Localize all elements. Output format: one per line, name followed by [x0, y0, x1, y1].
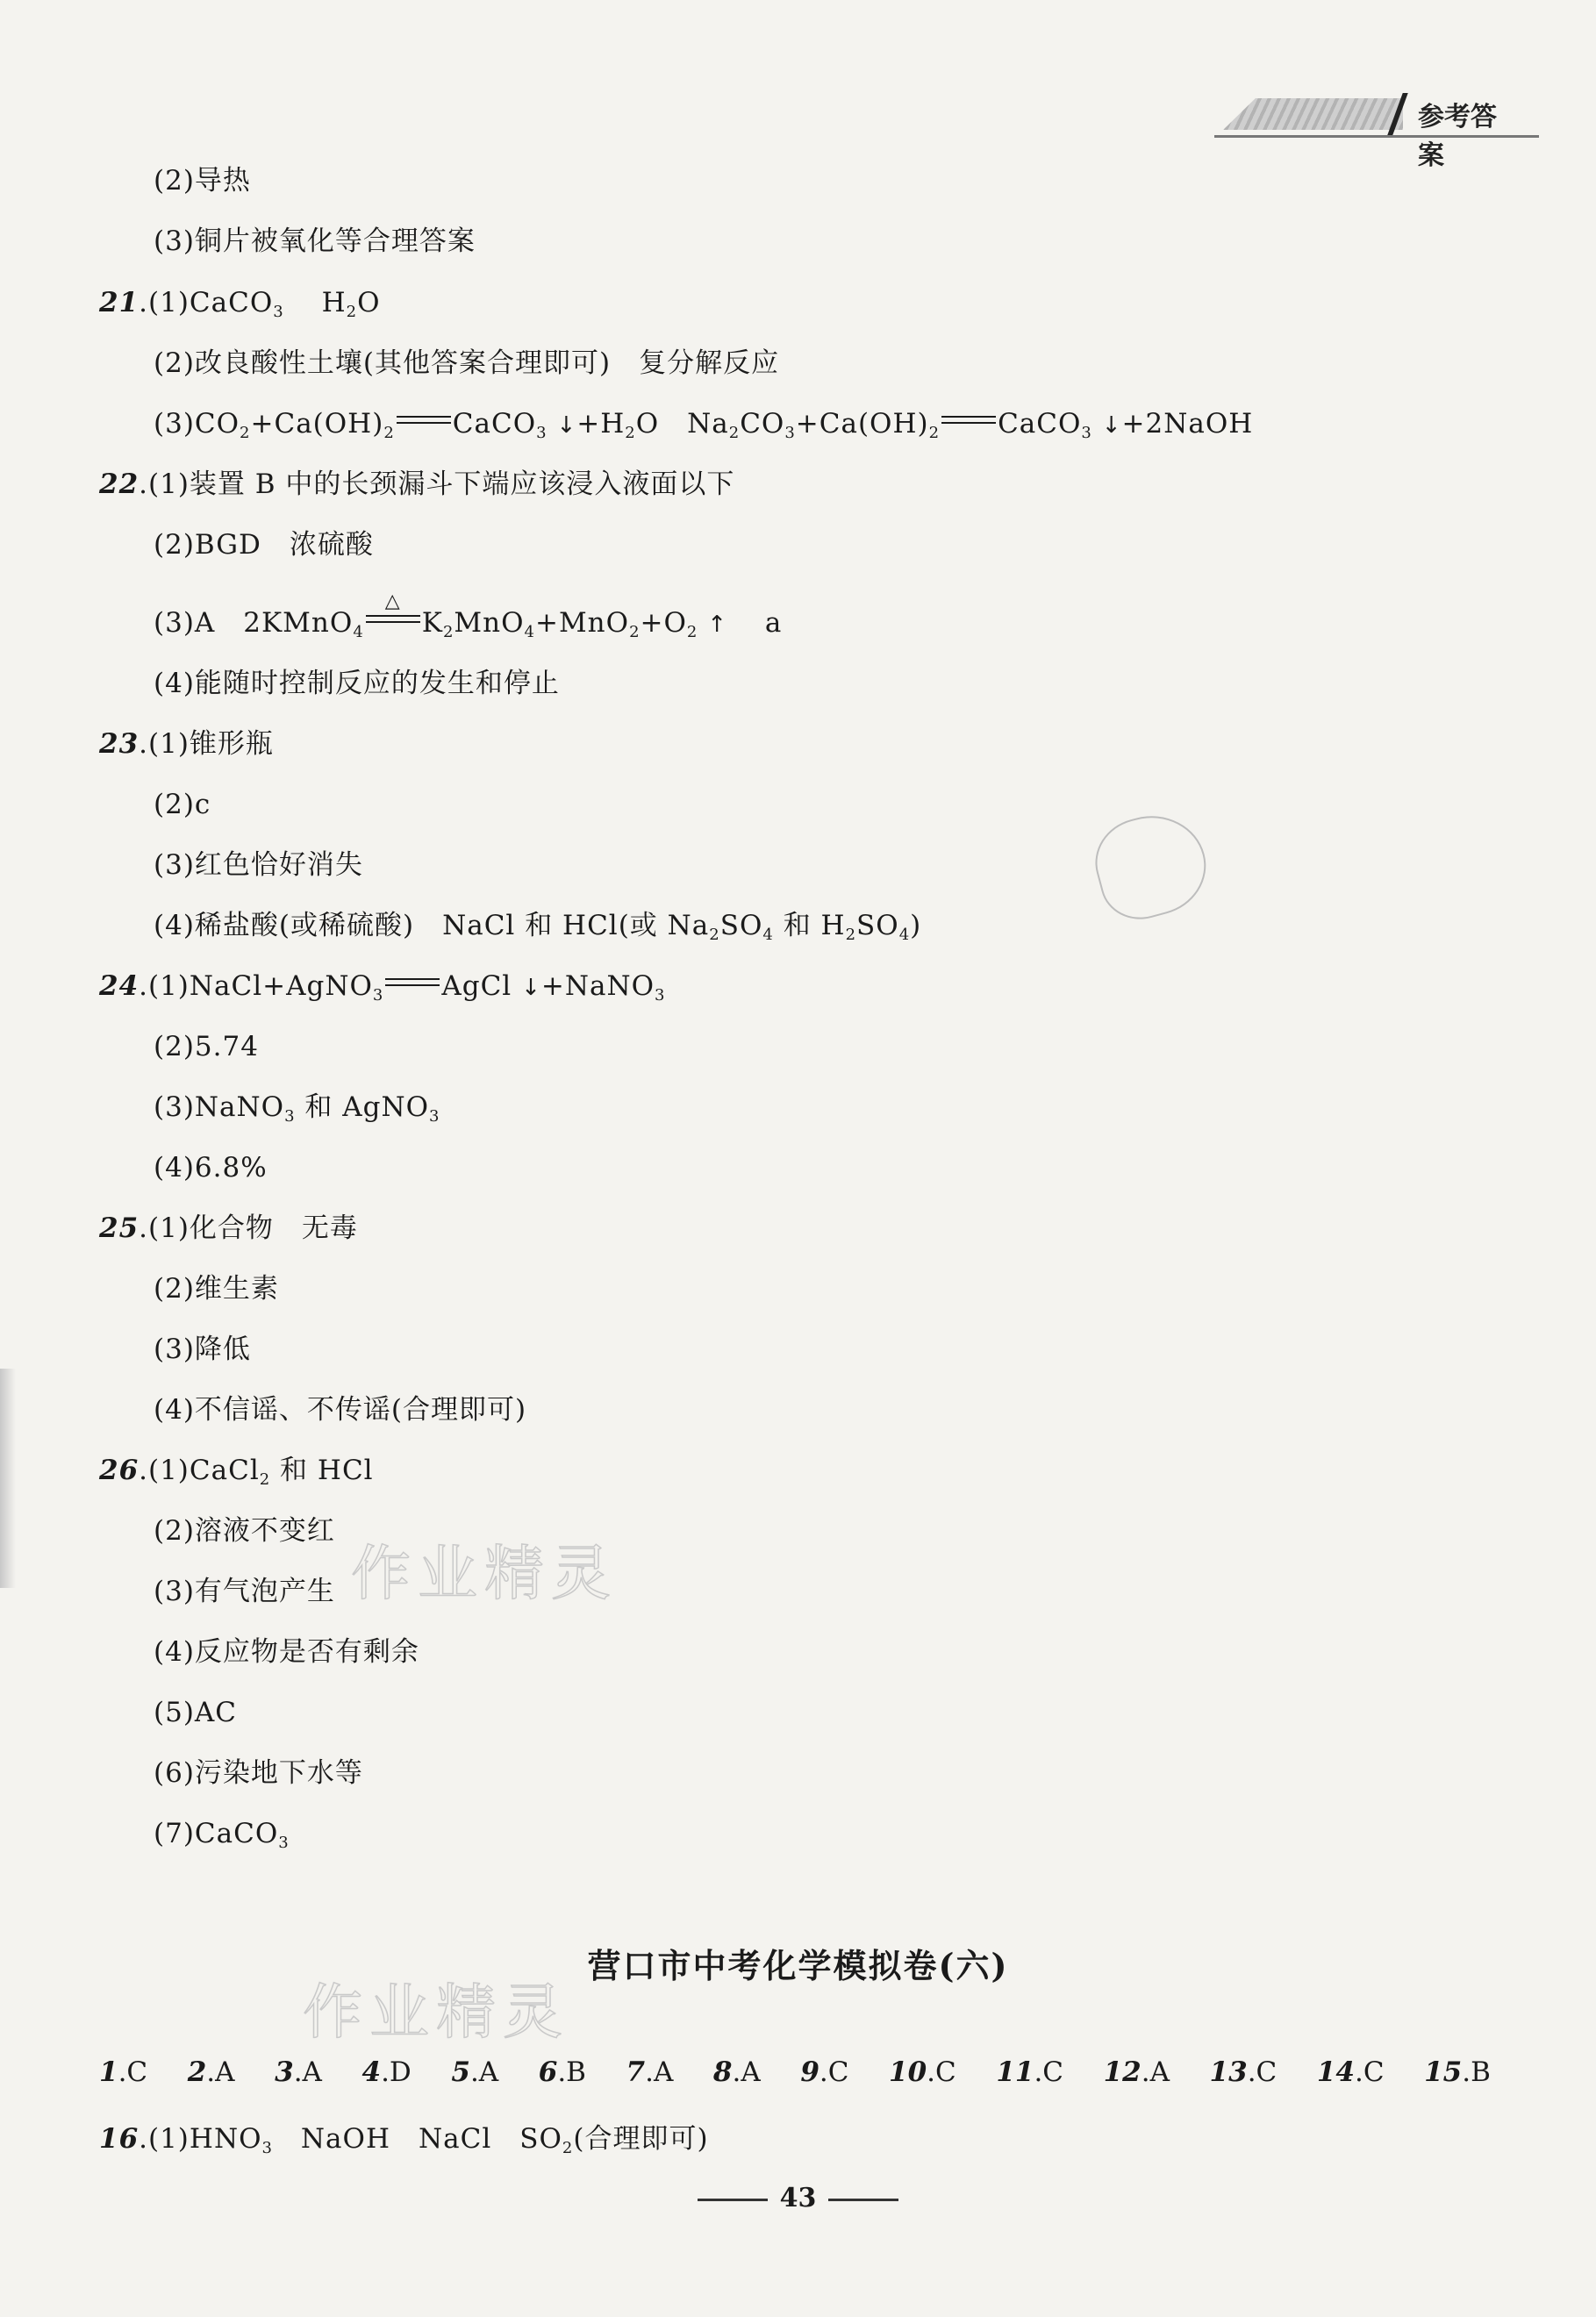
answer-line: (2)改良酸性土壤(其他答案合理即可) 复分解反应	[154, 347, 780, 379]
question-25: 25.(1)化合物 无毒	[99, 1212, 358, 1244]
answer-line: (3)红色恰好消失	[154, 849, 363, 881]
question-number: 23	[99, 728, 140, 760]
mc-number: 2	[187, 2056, 207, 2088]
mc-number: 6	[538, 2056, 558, 2088]
mc-answer: 12.A	[1103, 2056, 1170, 2088]
mc-answer: 2.A	[187, 2056, 235, 2088]
watermark: 作业精灵	[303, 1978, 570, 2048]
answer-part: O	[357, 287, 381, 318]
mc-number: 15	[1424, 2056, 1463, 2088]
footer-ornament	[698, 2199, 768, 2201]
answer-line: (3)有气泡产生	[154, 1576, 335, 1607]
equation-line: (7)CaCO$_3$	[154, 1818, 290, 1852]
header-rule	[1214, 135, 1539, 138]
mc-number: 13	[1209, 2056, 1248, 2088]
answer-line: (2)导热	[154, 165, 251, 197]
answer-line: (2)BGD 浓硫酸	[154, 529, 374, 561]
answer-part: (1)CaCO	[148, 287, 274, 318]
equation-line: $(3)CO_2+Ca(OH)_2$ CaCO$_3$ $↓+H_2O$ $Na_2CO_3+Ca(OH)_2$ CaCO$_3$ ↓+2NaOH	[154, 408, 1254, 442]
answer-line: (4)不信谣、不传谣(合理即可)	[154, 1394, 527, 1426]
answer-line: (4)反应物是否有剩余	[154, 1636, 419, 1668]
answer-line: (3)降低	[154, 1334, 251, 1365]
answer-part: (1)锥形瓶	[148, 728, 274, 760]
mc-number: 10	[889, 2056, 927, 2088]
answer-part: (1)装置 B 中的长颈漏斗下端应该浸入液面以下	[148, 468, 735, 500]
mc-answer: 9.C	[800, 2056, 849, 2088]
mc-answer: 13.C	[1209, 2056, 1278, 2088]
mc-number: 8	[712, 2056, 733, 2088]
answer-line: (2)c	[154, 789, 211, 820]
answer-part: (1)化合物 无毒	[148, 1212, 358, 1244]
answer-line: (6)污染地下水等	[154, 1757, 363, 1789]
question-number: 16	[99, 2123, 140, 2155]
answer-part: H	[321, 287, 347, 318]
mc-number: 1	[99, 2056, 118, 2088]
equation-line: (4)稀盐酸(或稀硫酸) NaCl 和 HCl(或 $Na_2SO_4$ 和 $H_2SO_4$)	[154, 910, 922, 944]
question-22: 22.(1)装置 B 中的长颈漏斗下端应该浸入液面以下	[99, 468, 735, 500]
answer-line: (5)AC	[154, 1697, 238, 1728]
question-number: 22	[99, 468, 140, 500]
equation-line: (3)NaNO$_3$ 和 AgNO$_3$	[154, 1091, 440, 1126]
answer-line: (2)5.74	[154, 1031, 259, 1062]
question-16: $16.(1)HNO_3$ NaOH NaCl $SO_2$(合理即可)	[99, 2123, 709, 2157]
section-title: 营口市中考化学模拟卷(六)	[587, 1946, 1009, 1985]
mc-answer: 14.C	[1316, 2056, 1385, 2088]
equation-line: (3)A 2KMnO$_4$ △ $K_2MnO_4+MnO_2+O_2$ ↑ a	[154, 590, 783, 641]
answer-line: (2)溶液不变红	[154, 1515, 335, 1547]
watermark-stamp	[1085, 804, 1216, 928]
mc-answer: 6.B	[538, 2056, 586, 2088]
mc-number: 12	[1103, 2056, 1142, 2088]
question-number: 26	[99, 1455, 140, 1486]
mc-number: 5	[451, 2056, 470, 2088]
mc-answer: 3.A	[275, 2056, 322, 2088]
mc-answer: 4.D	[361, 2056, 412, 2088]
footer-ornament	[828, 2199, 898, 2201]
answer-line: (2)维生素	[154, 1273, 279, 1305]
mc-number: 9	[800, 2056, 819, 2088]
multiple-choice-answers	[99, 2056, 1491, 2088]
mc-answer: 1.C	[99, 2056, 148, 2088]
question-23: 23.(1)锥形瓶	[99, 728, 274, 760]
question-26: 26.(1)CaCl$_2$ 和 HCl	[99, 1455, 374, 1489]
header-stripe	[1223, 98, 1403, 130]
mc-number: 3	[275, 2056, 294, 2088]
page-number: 43	[779, 2183, 817, 2213]
mc-number: 14	[1316, 2056, 1355, 2088]
answer-line: (4)能随时控制反应的发生和停止	[154, 668, 560, 699]
question-21: 21.(1)CaCO$_3$ $H_2O$	[99, 287, 381, 321]
mc-number: 7	[626, 2056, 646, 2088]
mc-answer: 10.C	[889, 2056, 956, 2088]
question-24: 24.(1)NaCl+AgNO$_3$ AgCl ↓+NaNO$_3$	[99, 970, 666, 1005]
watermark: 作业精灵	[351, 1540, 619, 1609]
mc-number: 11	[996, 2056, 1034, 2088]
mc-answer: 5.A	[451, 2056, 499, 2088]
page-footer	[0, 2183, 1596, 2213]
mc-answer: 15.B	[1424, 2056, 1491, 2088]
header-title: 参考答案	[1418, 102, 1497, 171]
page-edge-shadow	[0, 1369, 16, 1588]
answer-line: (4)6.8%	[154, 1152, 268, 1184]
mc-answer: 7.A	[626, 2056, 674, 2088]
mc-answer: 11.C	[996, 2056, 1064, 2088]
answer-line: (3)铜片被氧化等合理答案	[154, 225, 476, 257]
question-number: 21	[99, 287, 140, 318]
mc-answer: 8.A	[712, 2056, 761, 2088]
header-badge	[1223, 88, 1513, 171]
question-number: 25	[99, 1212, 140, 1244]
question-number: 24	[99, 970, 140, 1002]
mc-number: 4	[361, 2056, 382, 2088]
